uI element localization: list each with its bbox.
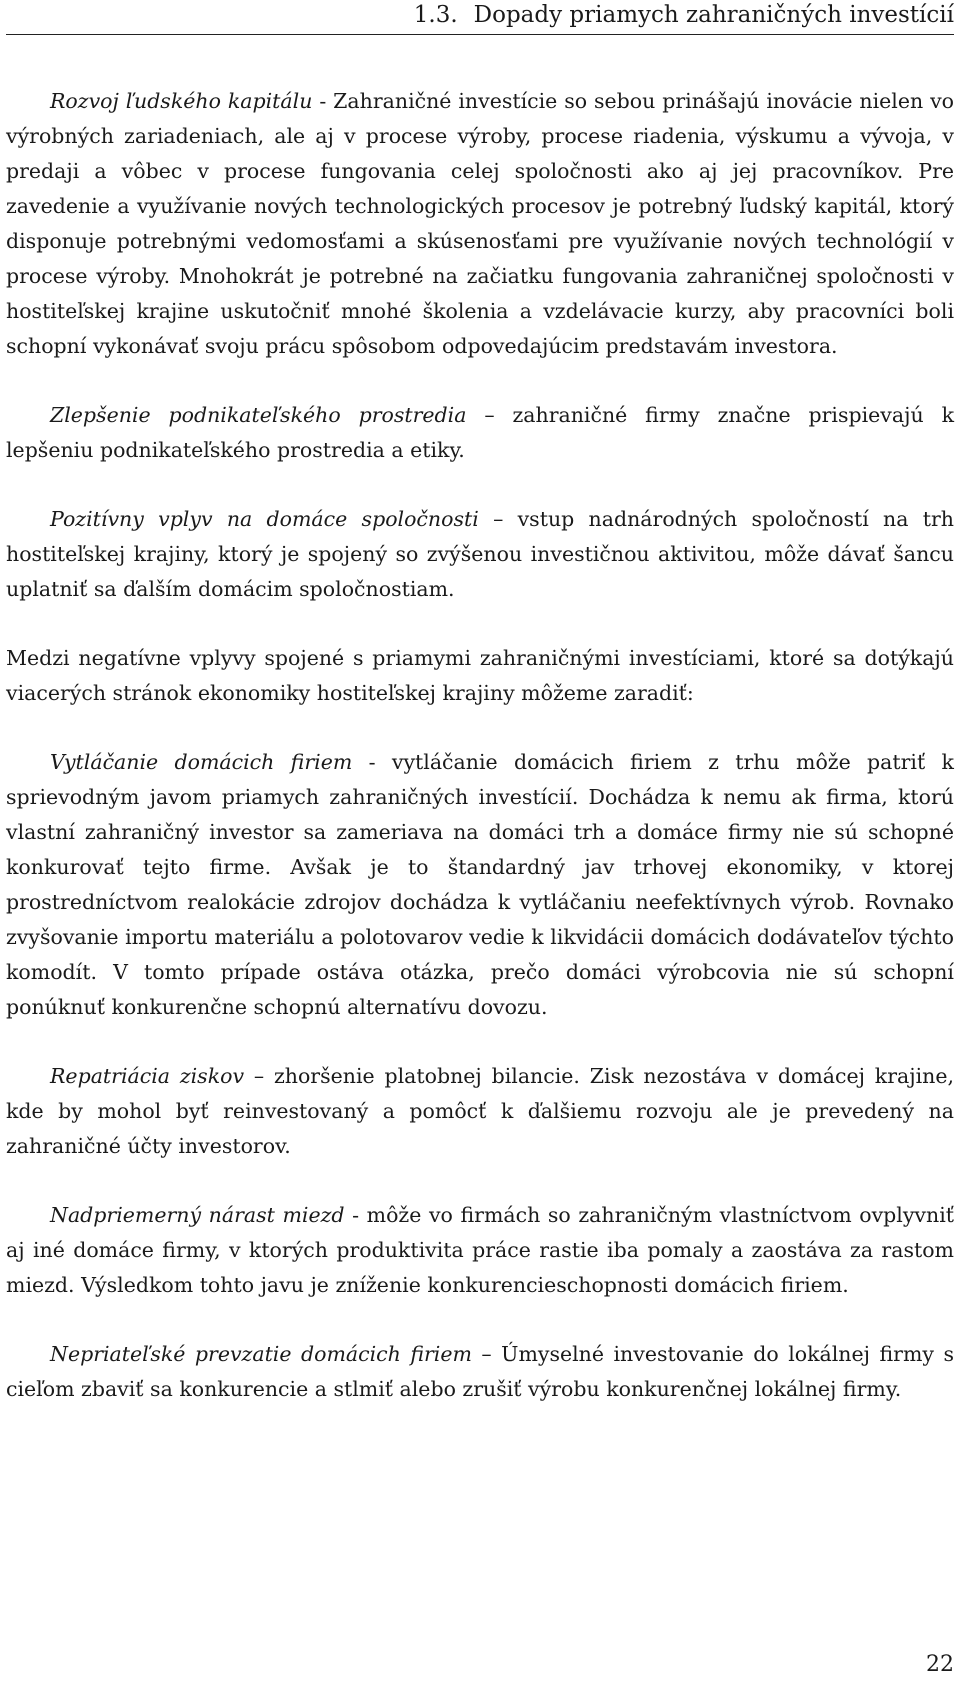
paragraph-body: Medzi negatívne vplyvy spojené s priamymi zahraničnými investíciami, ktoré sa dotýkajú viacerých stránok ekonomiky hostiteľskej krajiny môžeme zaradiť: — [6, 646, 954, 705]
section-title: Dopady priamych zahraničných investícií — [473, 2, 954, 28]
paragraph-pozitivny-vplyv — [6, 502, 954, 607]
paragraph-zlepsenie-prostredia — [6, 398, 954, 468]
paragraph-term: Vytláčanie domácich firiem — [50, 750, 353, 774]
running-header — [6, 0, 954, 35]
paragraph-body: - vytláčanie domácich firiem z trhu môže patriť k sprievodným javom priamych zahraničných investícií. Dochádza k nemu ak firma, ktorú vlastní zahraničný investor sa zameriava na domáci trh a domáce firmy nie sú schopné konkurovať tejto firme. Avšak je to štandardný jav trhovej ekonomiky, v ktorej prostredníctvom realokácie zdrojov dochádza k vytláčaniu neefektívnych výrob. Rovnako zvyšovanie importu materiálu a polotovarov vedie k likvidácii domácich dodávateľov týchto komodít. V tomto prípade ostáva otázka, prečo domáci výrobcovia nie sú schopní ponúknuť konkurenčne schopnú alternatívu dovozu. — [6, 750, 954, 1019]
paragraph-rozvoj-ludskeho-kapitalu — [6, 84, 954, 364]
paragraph-body: – zhoršenie platobnej bilancie. Zisk nezostáva v domácej krajine, kde by mohol byť reinvestovaný a pomôcť k ďalšiemu rozvoju ale je prevedený na zahraničné účty investorov. — [6, 1064, 954, 1158]
section-number: 1.3. — [413, 2, 458, 28]
paragraph-term: Nadpriemerný nárast miezd — [50, 1203, 345, 1227]
paragraph-nepriatelske-prevzatie — [6, 1337, 954, 1407]
paragraph-term: Nepriateľské prevzatie domácich firiem — [50, 1342, 472, 1366]
paragraph-repatriacia-ziskov — [6, 1059, 954, 1164]
paragraph-body: - Zahraničné investície so sebou prinášajú inovácie nielen vo výrobných zariadeniach, ale aj v procese výroby, procese riadenia, výskumu a vývoja, v predaji a vôbec v procese fungovania celej spoločnosti ako aj jej pracovníkov. Pre zavedenie a využívanie nových technologických procesov je potrebný ľudský kapitál, ktorý disponuje potrebnými vedomosťami a skúsenosťami pre využívanie nových technológií v procese výroby. Mnohokrát je potrebné na začiatku fungovania zahraničnej spoločnosti v hostiteľskej krajine uskutočniť mnohé školenia a vzdelávacie kurzy, aby pracovníci boli schopní vykonávať svoju prácu spôsobom odpovedajúcim predstavám investora. — [6, 89, 954, 358]
paragraph-body: – vstup nadnárodných spoločností na trh hostiteľskej krajiny, ktorý je spojený so zvýšenou investičnou aktivitou, môže dávať šancu uplatniť sa ďalším domácim spoločnostiam. — [6, 507, 955, 601]
paragraph-term: Zlepšenie podnikateľského prostredia — [50, 403, 467, 427]
paragraph-term: Rozvoj ľudského kapitálu — [50, 89, 313, 113]
paragraph-body: – zahraničné firmy značne prispievajú k lepšeniu podnikateľského prostredia a etiky. — [6, 403, 954, 462]
paragraph-narast-miezd — [6, 1198, 954, 1303]
paragraph-body: - môže vo firmách so zahraničným vlastníctvom ovplyvniť aj iné domáce firmy, v ktorých produktivita práce rastie iba pomaly a zaostáva za rastom miezd. Výsledkom tohto javu je zníženie konkurencieschopnosti domácich firiem. — [6, 1203, 954, 1297]
page-number: 22 — [926, 1652, 954, 1677]
paragraph-negativne-vplyvy-intro — [6, 641, 954, 711]
paragraph-term: Repatriácia ziskov — [50, 1064, 245, 1088]
paragraph-body: – Úmyselné investovanie do lokálnej firmy s cieľom zbaviť sa konkurencie a stlmiť alebo zrušiť výrobu konkurenčnej lokálnej firmy. — [6, 1342, 954, 1401]
body-text — [6, 84, 954, 1441]
paragraph-vytlacanie-firiem — [6, 745, 954, 1025]
paragraph-term: Pozitívny vplyv na domáce spoločnosti — [50, 507, 479, 531]
